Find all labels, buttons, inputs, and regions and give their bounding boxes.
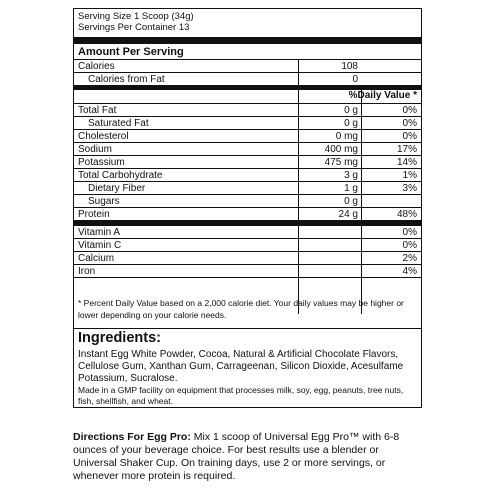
directions-text: Mix 1 scoop of Universal Egg Pro™ with 6-8 ounces of your beverage choice. For best results use a blender or Universal Shaker Cup. On training days, use 2 or more servings, or whenever more protein is required. [73,431,400,482]
allergen-statement: Made in a GMP facility on equipment that processes milk, soy, egg, peanuts, tree nuts, fish, shellfish, and wheat. [78,385,404,406]
divider [74,328,421,329]
vitamin-dv: 0% [402,240,417,251]
calories-fat-label: Calories from Fat [88,74,165,85]
nutrient-amount: 3 g [344,170,358,181]
nutrient-amount: 0 g [344,118,358,129]
nutrient-dv: 14% [396,157,417,168]
divider-thick [74,37,421,44]
directions [73,431,423,483]
nutrient-dv: 0% [402,118,417,129]
nutrient-label: Saturated Fat [88,118,149,129]
directions-heading: Directions For Egg Pro: [73,431,191,443]
amount-per-serving-header: Amount Per Serving [78,46,184,58]
vitamin-row [74,251,421,265]
nutrient-label: Cholesterol [78,131,129,142]
nutrient-amount: 400 mg [324,144,358,155]
nutrient-row [74,103,421,117]
vitamin-label: Vitamin C [78,240,122,251]
divider [74,277,421,278]
nutrient-row [74,155,421,169]
ingredients-text: Instant Egg White Powder, Cocoa, Natural & Artificial Chocolate Flavors, Cellulose Gum, Xanthan Gum, Carrageenan, Silicon Dioxide, Acesulfame Potassium, Sucralose. [78,349,404,384]
nutrient-label: Sodium [78,144,112,155]
nutrient-amount: 1 g [344,183,358,194]
nutrient-row [74,129,421,143]
nutrient-label: Dietary Fiber [88,183,146,194]
nutrient-row [74,194,421,208]
nutrition-facts-panel [73,8,422,408]
servings-per-container: Servings Per Container 13 [78,22,190,33]
nutrient-dv: 17% [396,144,417,155]
calories-value: 108 [341,61,358,72]
daily-value-header: %Daily Value * [348,90,417,101]
nutrient-row [74,168,421,182]
nutrient-label: Protein [78,209,110,220]
vitamin-dv: 0% [402,227,417,238]
nutrient-amount: 24 g [338,209,358,220]
daily-value-footnote: * Percent Daily Value based on a 2,000 calorie diet. Your daily values may be higher or lower depending on your calorie needs. [78,298,404,320]
nutrient-dv: 0% [402,105,417,116]
ingredients-heading: Ingredients: [78,330,161,346]
vitamin-dv: 2% [402,253,417,264]
vitamin-row [74,225,421,239]
nutrient-amount: 0 mg [335,131,358,142]
nutrient-label: Total Carbohydrate [78,170,163,181]
nutrient-label: Potassium [78,157,125,168]
nutrient-dv: 1% [402,170,417,181]
nutrient-dv: 48% [396,209,417,220]
nutrient-row [74,207,421,221]
nutrient-amount: 0 g [344,196,358,207]
serving-info [78,11,194,33]
nutrient-label: Sugars [88,196,120,207]
nutrient-dv: 3% [402,183,417,194]
vitamin-label: Iron [78,266,96,277]
nutrient-row [74,116,421,130]
nutrient-row [74,181,421,195]
vitamin-row [74,238,421,252]
vitamin-label: Vitamin A [78,227,121,238]
nutrient-amount: 475 mg [324,157,358,168]
vitamin-label: Calcium [78,253,115,264]
nutrient-dv: 0% [402,131,417,142]
calories-label: Calories [78,61,115,72]
nutrient-row [74,142,421,156]
vitamin-dv: 4% [402,266,417,277]
calories-fat-row [74,72,421,86]
nutrient-label: Total Fat [78,105,117,116]
nutrient-amount: 0 g [344,105,358,116]
serving-size: Serving Size 1 Scoop (34g) [78,11,194,22]
vitamin-row [74,264,421,278]
calories-fat-value: 0 [352,74,358,85]
calories-row [74,59,421,73]
